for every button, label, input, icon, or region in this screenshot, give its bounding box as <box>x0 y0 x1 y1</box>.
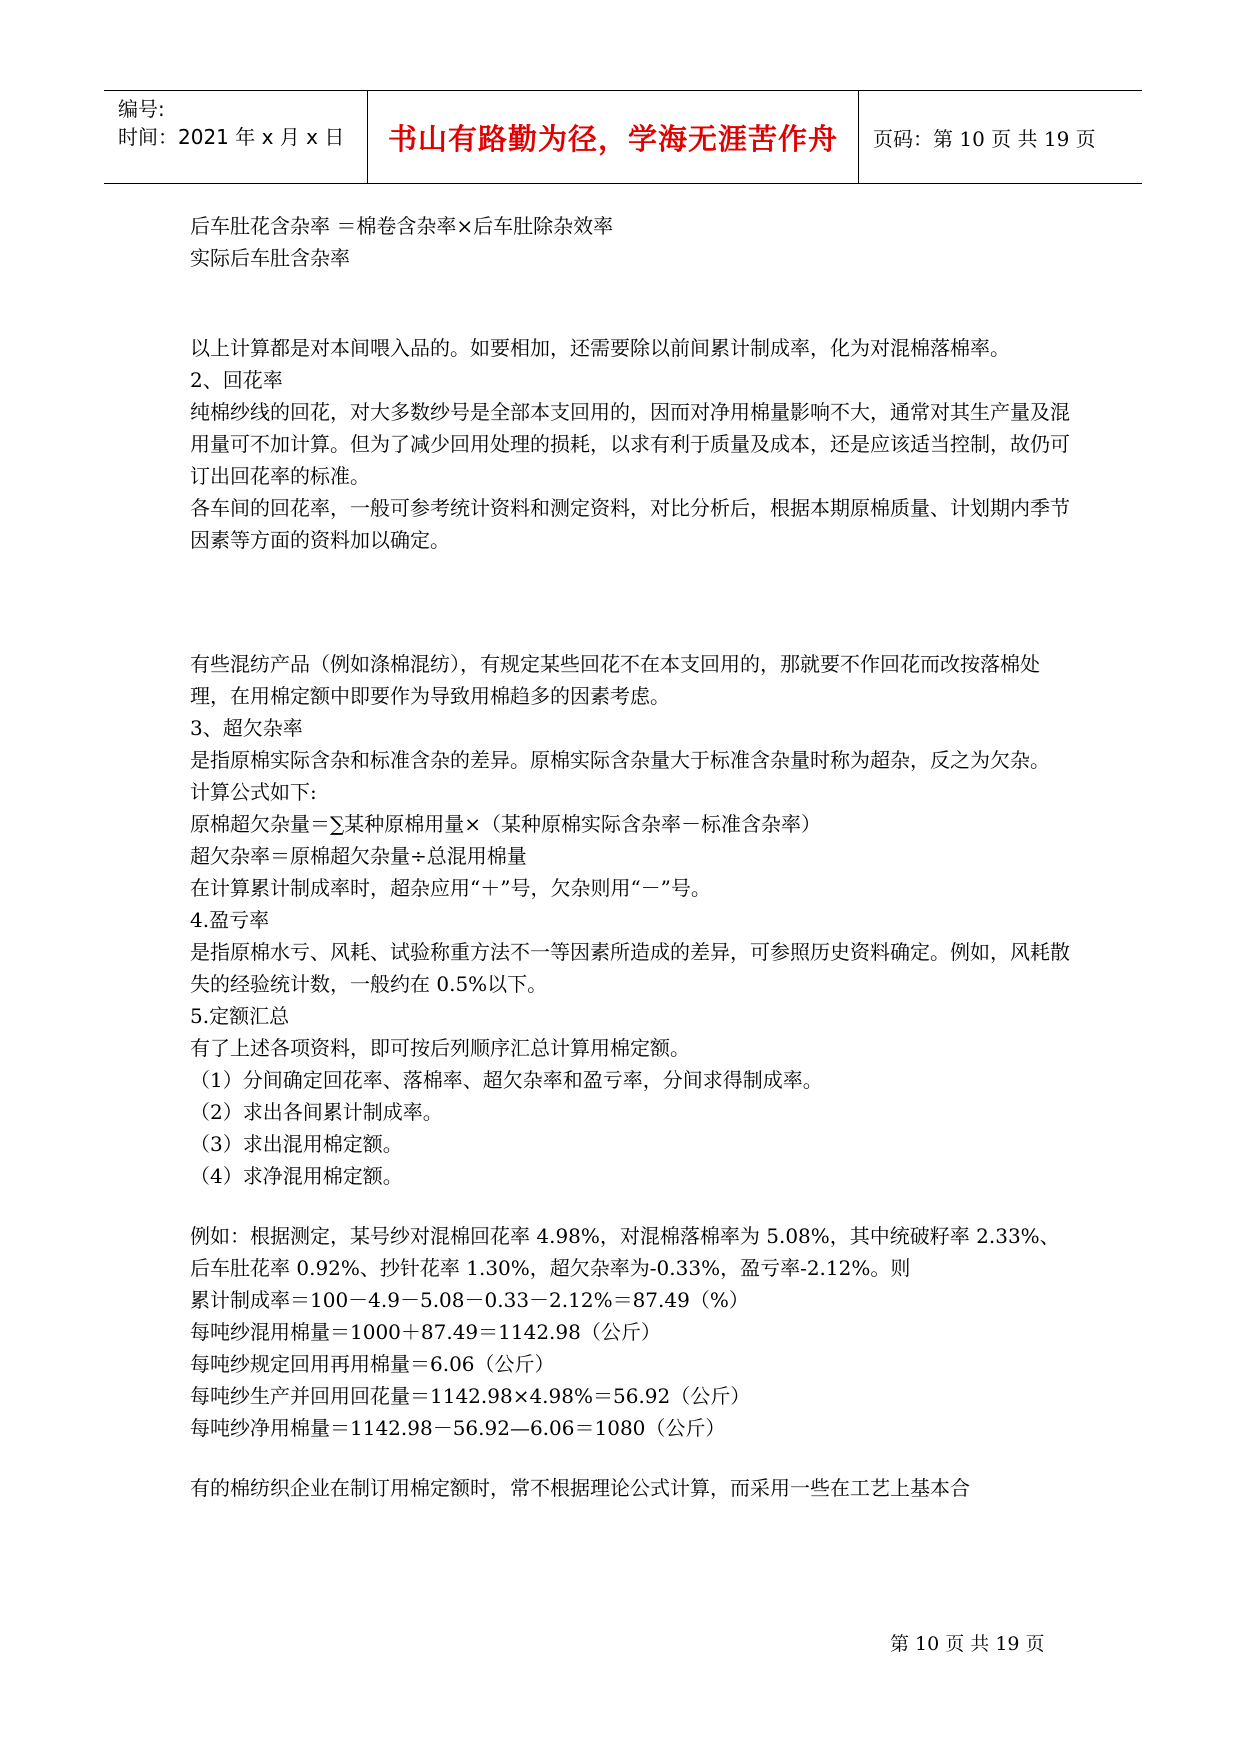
section-heading: 2、回花率 <box>190 368 283 392</box>
formula-line: 原棉超欠杂量＝∑某种原棉用量×（某种原棉实际含杂率－标准含杂率） <box>190 812 822 836</box>
paragraph: 实际后车肚含杂率 <box>190 246 350 270</box>
paragraph: 是指原棉水亏、风耗、试验称重方法不一等因素所造成的差异，可参照历史资料确定。例如，风耗散失的经验统计数，一般约在 0.5%以下。 <box>190 940 1070 996</box>
paragraph: 是指原棉实际含杂和标准含杂的差异。原棉实际含杂量大于标准含杂量时称为超杂，反之为欠杂。 <box>190 748 1050 772</box>
list-item: （1）分间确定回花率、落棉率、超欠杂率和盈亏率，分间求得制成率。 <box>190 1068 823 1092</box>
paragraph: 有的棉纺织企业在制订用棉定额时，常不根据理论公式计算，而采用一些在工艺上基本合 <box>190 1476 970 1500</box>
paragraph: 后车肚花含杂率 ＝棉卷含杂率×后车肚除杂效率 <box>190 214 614 238</box>
paragraph: 例如：根据测定，某号纱对混棉回花率 4.98%，对混棉落棉率为 5.08%，其中统破籽率 2.33%、后车肚花率 0.92%、抄针花率 1.30%，超欠杂率为-0.33%，盈亏率-2.12%。则 <box>190 1224 1060 1280</box>
paragraph: 计算公式如下: <box>190 780 317 804</box>
paragraph: 纯棉纱线的回花，对大多数纱号是全部本支回用的，因而对净用棉量影响不大，通常对其生产量及混用量可不加计算。但为了减少回用处理的损耗，以求有利于质量及成本，还是应该适当控制，故仍可订出回花率的标准。 <box>190 400 1070 488</box>
formula-line: 累计制成率＝100－4.9－5.08－0.33－2.12%＝87.49（%） <box>190 1288 749 1312</box>
paragraph: 有了上述各项资料，即可按后列顺序汇总计算用棉定额。 <box>190 1036 690 1060</box>
formula-line: 每吨纱生产并回用回花量＝1142.98×4.98%＝56.92（公斤） <box>190 1384 751 1408</box>
header-page-info: 页码：第 10 页 共 19 页 <box>873 126 1096 151</box>
document-body <box>190 210 1070 1504</box>
list-item: （2）求出各间累计制成率。 <box>190 1100 443 1124</box>
section-heading: 4.盈亏率 <box>190 908 270 932</box>
section-heading: 3、超欠杂率 <box>190 716 303 740</box>
formula-line: 每吨纱规定回用再用棉量＝6.06（公斤） <box>190 1352 555 1376</box>
page-footer: 第 10 页 共 19 页 <box>890 1633 1045 1655</box>
document-time-label: 时间：2021 年 x 月 x 日 <box>118 125 345 149</box>
paragraph: 在计算累计制成率时，超杂应用“＋”号，欠杂则用“－”号。 <box>190 876 711 900</box>
formula-line: 每吨纱混用棉量＝1000＋87.49＝1142.98（公斤） <box>190 1320 661 1344</box>
section-heading: 5.定额汇总 <box>190 1004 290 1028</box>
paragraph: 各车间的回花率，一般可参考统计资料和测定资料，对比分析后，根据本期原棉质量、计划期内季节因素等方面的资料加以确定。 <box>190 496 1070 552</box>
list-item: （3）求出混用棉定额。 <box>190 1132 403 1156</box>
document-number-label: 编号: <box>118 97 165 121</box>
list-item: （4）求净混用棉定额。 <box>190 1164 403 1188</box>
formula-line: 每吨纱净用棉量＝1142.98－56.92—6.06＝1080（公斤） <box>190 1416 726 1440</box>
paragraph: 有些混纺产品（例如涤棉混纺），有规定某些回花不在本支回用的，那就要不作回花而改按落棉处理，在用棉定额中即要作为导致用棉趋多的因素考虑。 <box>190 652 1040 708</box>
header-motto: 书山有路勤为径，学海无涯苦作舟 <box>368 91 859 183</box>
paragraph: 以上计算都是对本间喂入品的。如要相加，还需要除以前间累计制成率，化为对混棉落棉率。 <box>190 336 1010 360</box>
formula-line: 超欠杂率＝原棉超欠杂量÷总混用棉量 <box>190 844 527 868</box>
header-meta <box>104 91 368 183</box>
page-header <box>104 90 1142 184</box>
